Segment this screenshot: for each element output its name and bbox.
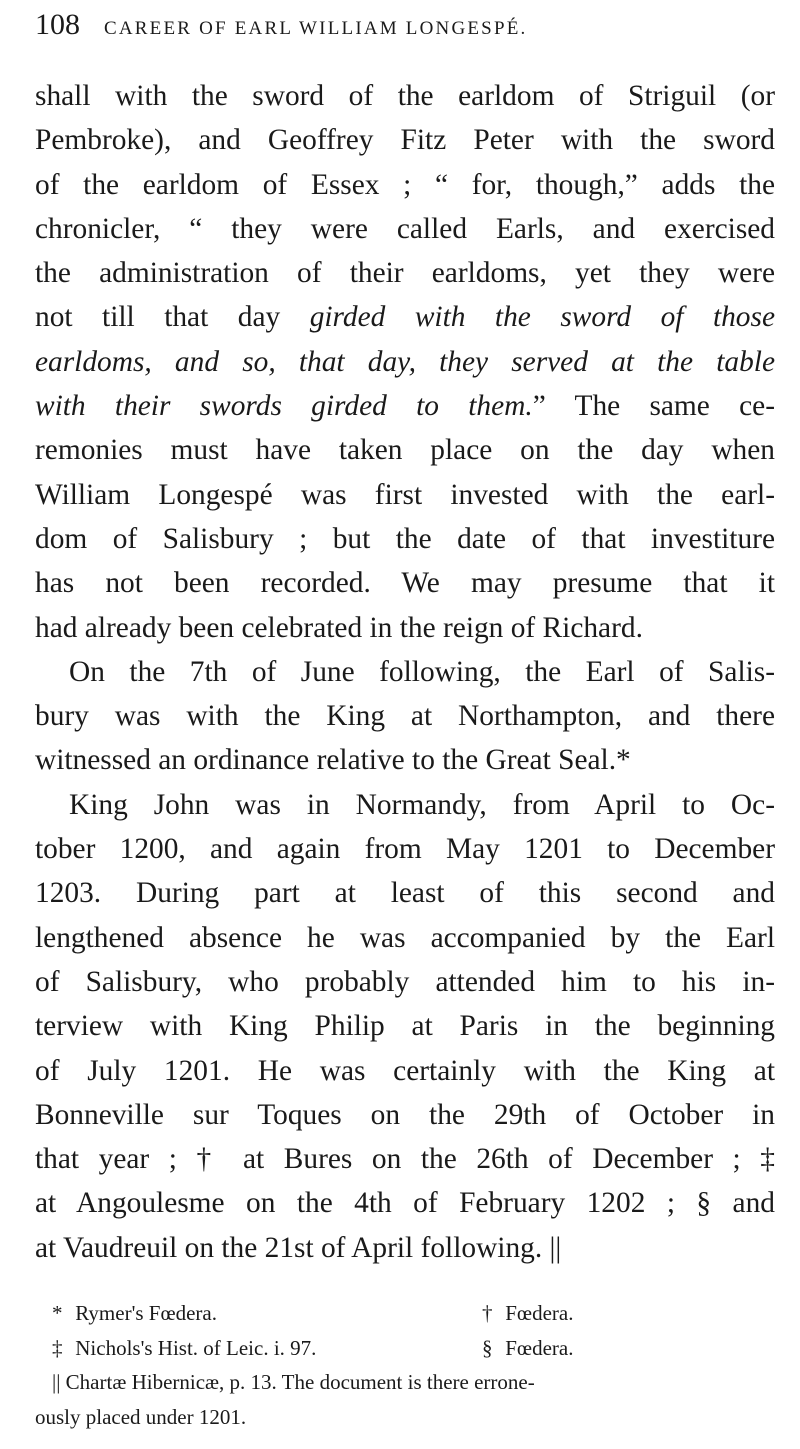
text-line: Bonneville sur Toques on the 29th of October in xyxy=(35,1098,775,1131)
text-line: the administration of their earldoms, yet they were xyxy=(35,257,775,290)
footnote-mark: † xyxy=(482,1301,493,1325)
footnote-mark: § xyxy=(482,1335,493,1360)
text-line xyxy=(35,295,775,339)
italic-quote: girded with the sword of those xyxy=(309,301,775,334)
text-line: remonies must have taken place on the day when xyxy=(35,434,775,467)
text-run: not till that day xyxy=(35,301,310,334)
footnote xyxy=(482,1331,573,1366)
footnote-text: Rymer's Fœdera. xyxy=(75,1301,217,1325)
text-line xyxy=(35,384,775,428)
text-line: witnessed an ordinance relative to the Great Seal.* xyxy=(35,744,631,777)
footnote xyxy=(52,1331,316,1366)
footnote-row xyxy=(35,1331,775,1366)
text-line: shall with the sword of the earldom of Striguil (or xyxy=(35,80,775,112)
footnote xyxy=(482,1296,573,1331)
body-text xyxy=(35,74,775,1270)
page-number: 108 xyxy=(35,8,80,41)
footnote xyxy=(52,1296,217,1331)
text-line: 1203. During part at least of this second and xyxy=(35,877,775,910)
text-line: at Vaudreuil on the 21st of April following. || xyxy=(35,1231,562,1264)
text-line: Pembroke), and Geoffrey Fitz Peter with the sword xyxy=(35,124,775,157)
italic-quote: with their swords girded to them. xyxy=(35,390,533,423)
text-line: at Angoulesme on the 4th of February 1202 ; § and xyxy=(35,1187,775,1220)
text-line: chronicler, “ they were called Earls, and exercised xyxy=(35,212,775,245)
text-line: lengthened absence he was accompanied by the Earl xyxy=(35,921,775,954)
footnote-text: Fœdera. xyxy=(505,1335,574,1360)
text-line: dom of Salisbury ; but the date of that investiture xyxy=(35,522,775,555)
text-line: King John was in Normandy, from April to Oc- xyxy=(69,788,775,821)
text-line: tober 1200, and again from May 1201 to December xyxy=(35,833,775,866)
text-line: had already been celebrated in the reign of Richard. xyxy=(35,611,643,644)
footnote-mark: * xyxy=(52,1301,63,1325)
italic-quote: earldoms, and so, that day, they served at the table xyxy=(35,345,775,378)
footnote-text: Fœdera. xyxy=(505,1301,574,1325)
text-line: of Salisbury, who probably attended him to his in- xyxy=(35,965,775,998)
footnote-long: || Chartæ Hibernicæ, p. 13. The document is there errone- xyxy=(52,1370,535,1394)
text-line: has not been recorded. We may presume that it xyxy=(35,567,775,600)
text-line: of July 1201. He was certainly with the King at xyxy=(35,1054,775,1087)
text-line: bury was with the King at Northampton, and there xyxy=(35,700,775,733)
page-header xyxy=(35,8,775,44)
text-line xyxy=(35,340,775,384)
footnote-long-continued: ously placed under 1201. xyxy=(35,1404,247,1429)
footnote-row xyxy=(35,1296,775,1331)
text-line: William Longespé was first invested with the earl- xyxy=(35,478,775,511)
footnote-text: Nichols's Hist. of Leic. i. 97. xyxy=(75,1335,317,1360)
text-line: that year ; † at Bures on the 26th of December ; ‡ xyxy=(35,1143,775,1176)
footnotes xyxy=(35,1296,775,1434)
footnote-mark: ‡ xyxy=(52,1335,63,1360)
text-line: terview with King Philip at Paris in the beginning xyxy=(35,1010,775,1043)
text-line: On the 7th of June following, the Earl of Salis- xyxy=(69,655,775,688)
text-line: of the earldom of Essex ; “ for, though,” adds the xyxy=(35,168,775,201)
running-title: CAREER OF EARL WILLIAM LONGESPÉ. xyxy=(104,18,528,39)
text-run: ” The same ce- xyxy=(532,390,775,423)
